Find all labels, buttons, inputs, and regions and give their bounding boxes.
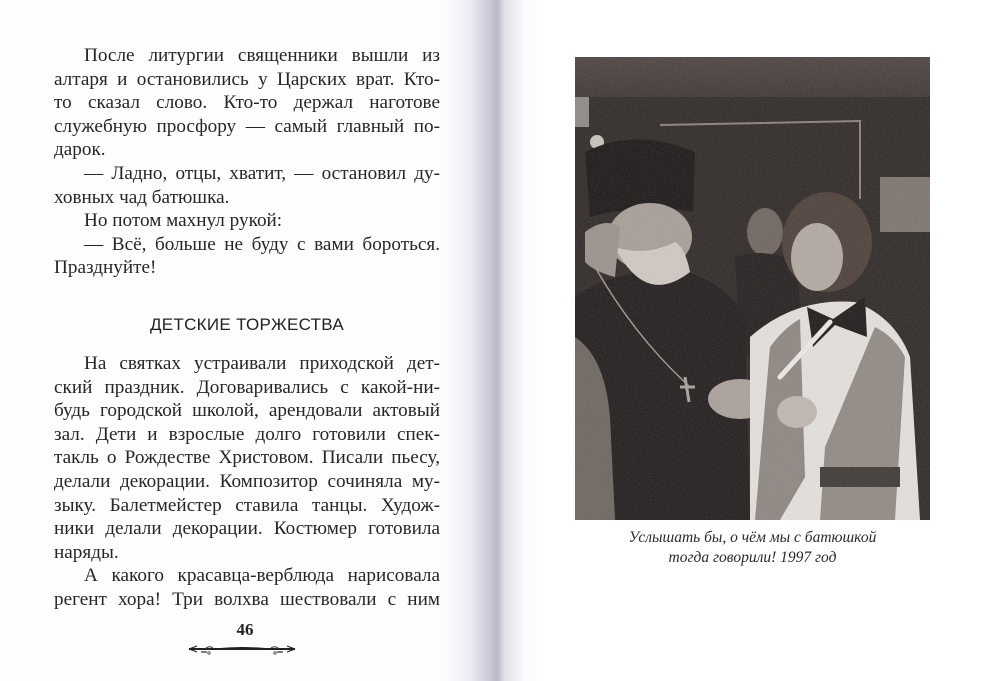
text-line: ховных чад батюшка. bbox=[54, 186, 230, 208]
text-line: ский праздник. Договаривались с какой-ни- bbox=[54, 376, 440, 398]
text-line: наряды. bbox=[54, 541, 119, 563]
text-line: дарок. bbox=[54, 139, 106, 161]
text-line: После литургии священники вышли из bbox=[84, 45, 440, 66]
text-line: алтаря и остановились у Царских врат. Кто- bbox=[54, 68, 440, 90]
text-line: то сказал слово. Кто-то держал наготове bbox=[54, 92, 440, 114]
photograph bbox=[575, 57, 930, 520]
caption-line: тогда говорили! 1997 год bbox=[668, 549, 837, 566]
text-line: служебную просфору — самый главный по- bbox=[54, 115, 440, 137]
text-block-bottom bbox=[54, 352, 440, 612]
ornament-divider-icon bbox=[187, 642, 297, 656]
photo-caption bbox=[575, 528, 930, 568]
text-line: — Ладно, отцы, хватит, — остановил ду- bbox=[84, 162, 440, 184]
text-line: зыку. Балетмейстер ставила танцы. Худож- bbox=[54, 494, 440, 516]
section-heading: ДЕТСКИЕ ТОРЖЕСТВА bbox=[149, 315, 345, 334]
text-block-top bbox=[54, 44, 440, 280]
text-line: — Всё, больше не буду с вами бороться. bbox=[84, 233, 440, 255]
caption-line: Услышать бы, о чём мы с батюшкой bbox=[628, 529, 877, 546]
text-line: На святках устраивали приходской дет- bbox=[84, 353, 440, 374]
book-gutter-shadow bbox=[445, 0, 545, 681]
page-number: 46 bbox=[236, 620, 254, 639]
text-line: зал. Дети и взрослые долго готовили спек- bbox=[54, 423, 440, 445]
text-line: Но потом махнул рукой: bbox=[84, 210, 283, 232]
text-line: А какого красавца-верблюда нарисовала bbox=[84, 565, 440, 587]
text-line: делали декорации. Композитор сочиняла му- bbox=[54, 470, 440, 492]
text-line: такль о Рождестве Христовом. Писали пьесу, bbox=[54, 447, 440, 469]
text-line: будь городской школой, арендовали актовый bbox=[54, 400, 440, 422]
text-line: Празднуйте! bbox=[54, 257, 157, 279]
text-line: регент хора! Три волхва шествовали с ним bbox=[54, 588, 440, 610]
left-page bbox=[0, 0, 490, 681]
text-line: ники делали декорации. Костюмер готовила bbox=[54, 518, 440, 540]
